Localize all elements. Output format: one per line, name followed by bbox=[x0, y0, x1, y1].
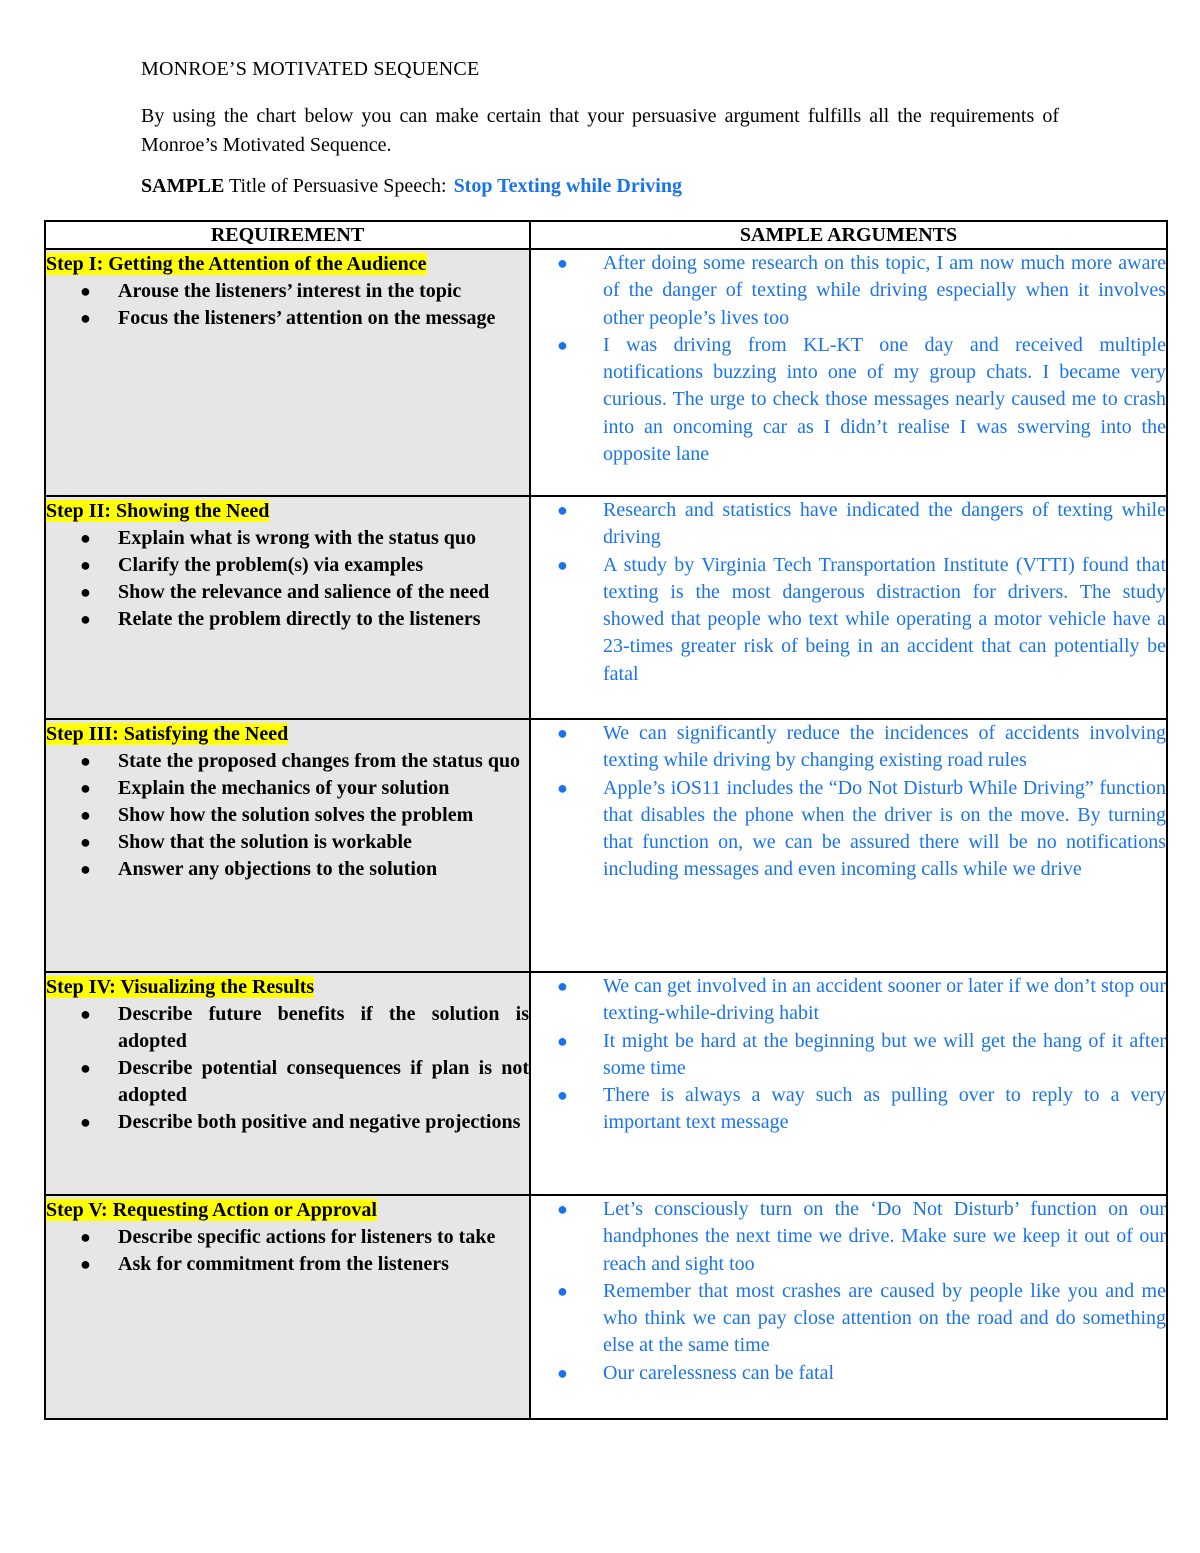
bullet-icon: ● bbox=[80, 582, 91, 602]
requirement-item bbox=[46, 305, 529, 332]
requirement-text: Show the relevance and salience of the need bbox=[118, 581, 490, 603]
bullet-icon: ● bbox=[557, 976, 568, 996]
argument-item bbox=[531, 552, 1166, 688]
requirement-item bbox=[46, 525, 529, 552]
bullet-icon: ● bbox=[80, 555, 91, 575]
speech-label: Title of Persuasive Speech: bbox=[224, 175, 447, 197]
intro-paragraph: By using the chart below you can make certain that your persuasive argument fulfills all the requirements of Monroe’s Motivated Sequence. bbox=[141, 105, 1059, 156]
bullet-icon: ● bbox=[80, 1112, 91, 1132]
argument-item bbox=[531, 332, 1166, 468]
argument-item bbox=[531, 973, 1166, 1028]
requirement-text: Describe specific actions for listeners to take bbox=[118, 1226, 496, 1248]
argument-list bbox=[531, 250, 1166, 468]
bullet-icon: ● bbox=[557, 1030, 568, 1051]
arguments-cell bbox=[530, 719, 1167, 972]
requirement-item bbox=[46, 278, 529, 305]
arguments-cell bbox=[530, 496, 1167, 719]
requirement-item bbox=[46, 1251, 529, 1278]
table-row bbox=[45, 496, 1167, 719]
requirement-text: State the proposed changes from the status quo bbox=[118, 750, 521, 772]
table-header-row bbox=[45, 221, 1167, 249]
step-heading: Step III: Satisfying the Need bbox=[46, 723, 289, 745]
speech-label-strong: SAMPLE bbox=[141, 175, 225, 197]
bullet-icon: ● bbox=[557, 1280, 568, 1301]
argument-text: It might be hard at the beginning but we will get the hang of it after some time bbox=[603, 1029, 1166, 1079]
requirement-item bbox=[46, 606, 529, 633]
speech-title-value: Stop Texting while Driving bbox=[453, 175, 682, 197]
requirement-item bbox=[46, 802, 529, 829]
bullet-icon: ● bbox=[557, 554, 568, 575]
bullet-icon: ● bbox=[557, 723, 568, 743]
bullet-icon: ● bbox=[80, 805, 91, 825]
table-row bbox=[45, 972, 1167, 1195]
argument-item bbox=[531, 1360, 1166, 1387]
bullet-icon: ● bbox=[557, 1362, 568, 1383]
argument-text: Let’s consciously turn on the ‘Do Not Disturb’ function on our handphones the next time we drive. Make sure we keep it out of our reach and sight too bbox=[603, 1198, 1166, 1275]
requirement-list bbox=[46, 525, 529, 633]
bullet-icon: ● bbox=[80, 1227, 91, 1247]
bullet-icon: ● bbox=[557, 777, 568, 798]
requirement-text: Ask for commitment from the listeners bbox=[118, 1253, 449, 1275]
argument-item bbox=[531, 497, 1166, 552]
bullet-icon: ● bbox=[557, 1085, 568, 1106]
arguments-cell bbox=[530, 1195, 1167, 1419]
requirement-cell bbox=[45, 496, 530, 719]
requirement-text: Relate the problem directly to the listeners bbox=[118, 608, 481, 630]
argument-list bbox=[531, 720, 1166, 884]
argument-text: Research and statistics have indicated the dangers of texting while driving bbox=[603, 499, 1166, 549]
requirement-list bbox=[46, 278, 529, 332]
requirement-item bbox=[46, 1224, 529, 1251]
requirement-cell bbox=[45, 719, 530, 972]
requirement-text: Explain the mechanics of your solution bbox=[118, 777, 450, 799]
requirement-item bbox=[46, 1001, 529, 1055]
table-row bbox=[45, 719, 1167, 972]
bullet-icon: ● bbox=[80, 832, 91, 852]
bullet-icon: ● bbox=[557, 500, 568, 520]
requirement-list bbox=[46, 1001, 529, 1136]
step-heading: Step I: Getting the Attention of the Audience bbox=[46, 253, 427, 275]
argument-item bbox=[531, 1278, 1166, 1360]
bullet-icon: ● bbox=[557, 1199, 568, 1219]
requirement-text: Focus the listeners’ attention on the message bbox=[118, 307, 496, 329]
bullet-icon: ● bbox=[80, 778, 91, 798]
requirement-cell bbox=[45, 249, 530, 496]
table-row bbox=[45, 1195, 1167, 1419]
requirement-item bbox=[46, 579, 529, 606]
bullet-icon: ● bbox=[80, 1254, 91, 1274]
argument-item bbox=[531, 720, 1166, 775]
requirement-list bbox=[46, 1224, 529, 1278]
argument-text: A study by Virginia Tech Transportation Institute (VTTI) found that texting is the most dangerous distraction for drivers. The study showed that people who text while operating a motor vehicle have a 23-times greater risk of being in an accident that can potentially be fatal bbox=[603, 553, 1166, 685]
bullet-icon: ● bbox=[80, 528, 91, 548]
argument-item bbox=[531, 1196, 1166, 1278]
table-row bbox=[45, 249, 1167, 496]
requirement-item bbox=[46, 856, 529, 883]
requirement-item bbox=[46, 829, 529, 856]
bullet-icon: ● bbox=[557, 253, 568, 273]
step-heading: Step V: Requesting Action or Approval bbox=[46, 1199, 377, 1221]
arguments-cell bbox=[530, 972, 1167, 1195]
argument-list bbox=[531, 973, 1166, 1137]
argument-text: After doing some research on this topic, I am now much more aware of the danger of texting while driving especially when it involves other people’s lives too bbox=[603, 252, 1166, 329]
requirement-text: Clarify the problem(s) via examples bbox=[118, 554, 424, 576]
requirement-list bbox=[46, 748, 529, 883]
requirement-text: Describe both positive and negative projections bbox=[118, 1111, 521, 1133]
requirement-item bbox=[46, 775, 529, 802]
step-heading: Step IV: Visualizing the Results bbox=[46, 976, 315, 998]
bullet-icon: ● bbox=[80, 609, 91, 629]
argument-text: Remember that most crashes are caused by people like you and me who think we can pay close attention on the road and do something else at the same time bbox=[603, 1279, 1166, 1357]
argument-list bbox=[531, 497, 1166, 688]
motivated-sequence-table bbox=[44, 220, 1168, 1420]
requirement-item bbox=[46, 1109, 529, 1136]
requirement-cell bbox=[45, 1195, 530, 1419]
requirement-cell bbox=[45, 972, 530, 1195]
argument-item bbox=[531, 1082, 1166, 1137]
argument-text: There is always a way such as pulling over to reply to a very important text message bbox=[603, 1084, 1166, 1134]
argument-text: Apple’s iOS11 includes the “Do Not Disturb While Driving” function that disables the phone when the driver is on the move. By turning that function on, we can be assured there will be no notifications including messages and even incoming calls while we drive bbox=[603, 776, 1166, 881]
header-sample-arguments: SAMPLE ARGUMENTS bbox=[530, 221, 1167, 249]
requirement-text: Explain what is wrong with the status quo bbox=[118, 527, 477, 549]
requirement-text: Show how the solution solves the problem bbox=[118, 804, 474, 826]
argument-item bbox=[531, 1028, 1166, 1083]
requirement-item bbox=[46, 748, 529, 775]
argument-text: Our carelessness can be fatal bbox=[603, 1361, 834, 1384]
argument-item bbox=[531, 775, 1166, 884]
bullet-icon: ● bbox=[557, 334, 568, 355]
document-title: MONROE’S MOTIVATED SEQUENCE bbox=[141, 58, 480, 80]
arguments-cell bbox=[530, 249, 1167, 496]
step-heading: Step II: Showing the Need bbox=[46, 500, 270, 522]
requirement-text: Describe future benefits if the solution is adopted bbox=[118, 1003, 529, 1052]
bullet-icon: ● bbox=[80, 1004, 91, 1024]
bullet-icon: ● bbox=[80, 308, 91, 328]
argument-text: I was driving from KL-KT one day and received multiple notifications buzzing into one of my group chats. I became very curious. The urge to check those messages nearly caused me to crash into an oncoming car as I didn’t realise I was swerving into the opposite lane bbox=[603, 333, 1166, 466]
bullet-icon: ● bbox=[80, 281, 91, 301]
header-requirement: REQUIREMENT bbox=[45, 221, 530, 249]
bullet-icon: ● bbox=[80, 859, 91, 879]
argument-text: We can significantly reduce the incidences of accidents involving texting while driving by changing existing road rules bbox=[603, 722, 1166, 772]
requirement-text: Describe potential consequences if plan is not adopted bbox=[118, 1057, 529, 1106]
requirement-text: Answer any objections to the solution bbox=[118, 858, 438, 880]
speech-title-line bbox=[141, 175, 682, 198]
bullet-icon: ● bbox=[80, 1058, 91, 1078]
requirement-text: Arouse the listeners’ interest in the topic bbox=[118, 280, 462, 302]
argument-text: We can get involved in an accident sooner or later if we don’t stop our texting-while-driving habit bbox=[603, 975, 1166, 1025]
requirement-item bbox=[46, 552, 529, 579]
bullet-icon: ● bbox=[80, 751, 91, 771]
argument-list bbox=[531, 1196, 1166, 1387]
requirement-text: Show that the solution is workable bbox=[118, 831, 412, 853]
requirement-item bbox=[46, 1055, 529, 1109]
argument-item bbox=[531, 250, 1166, 332]
